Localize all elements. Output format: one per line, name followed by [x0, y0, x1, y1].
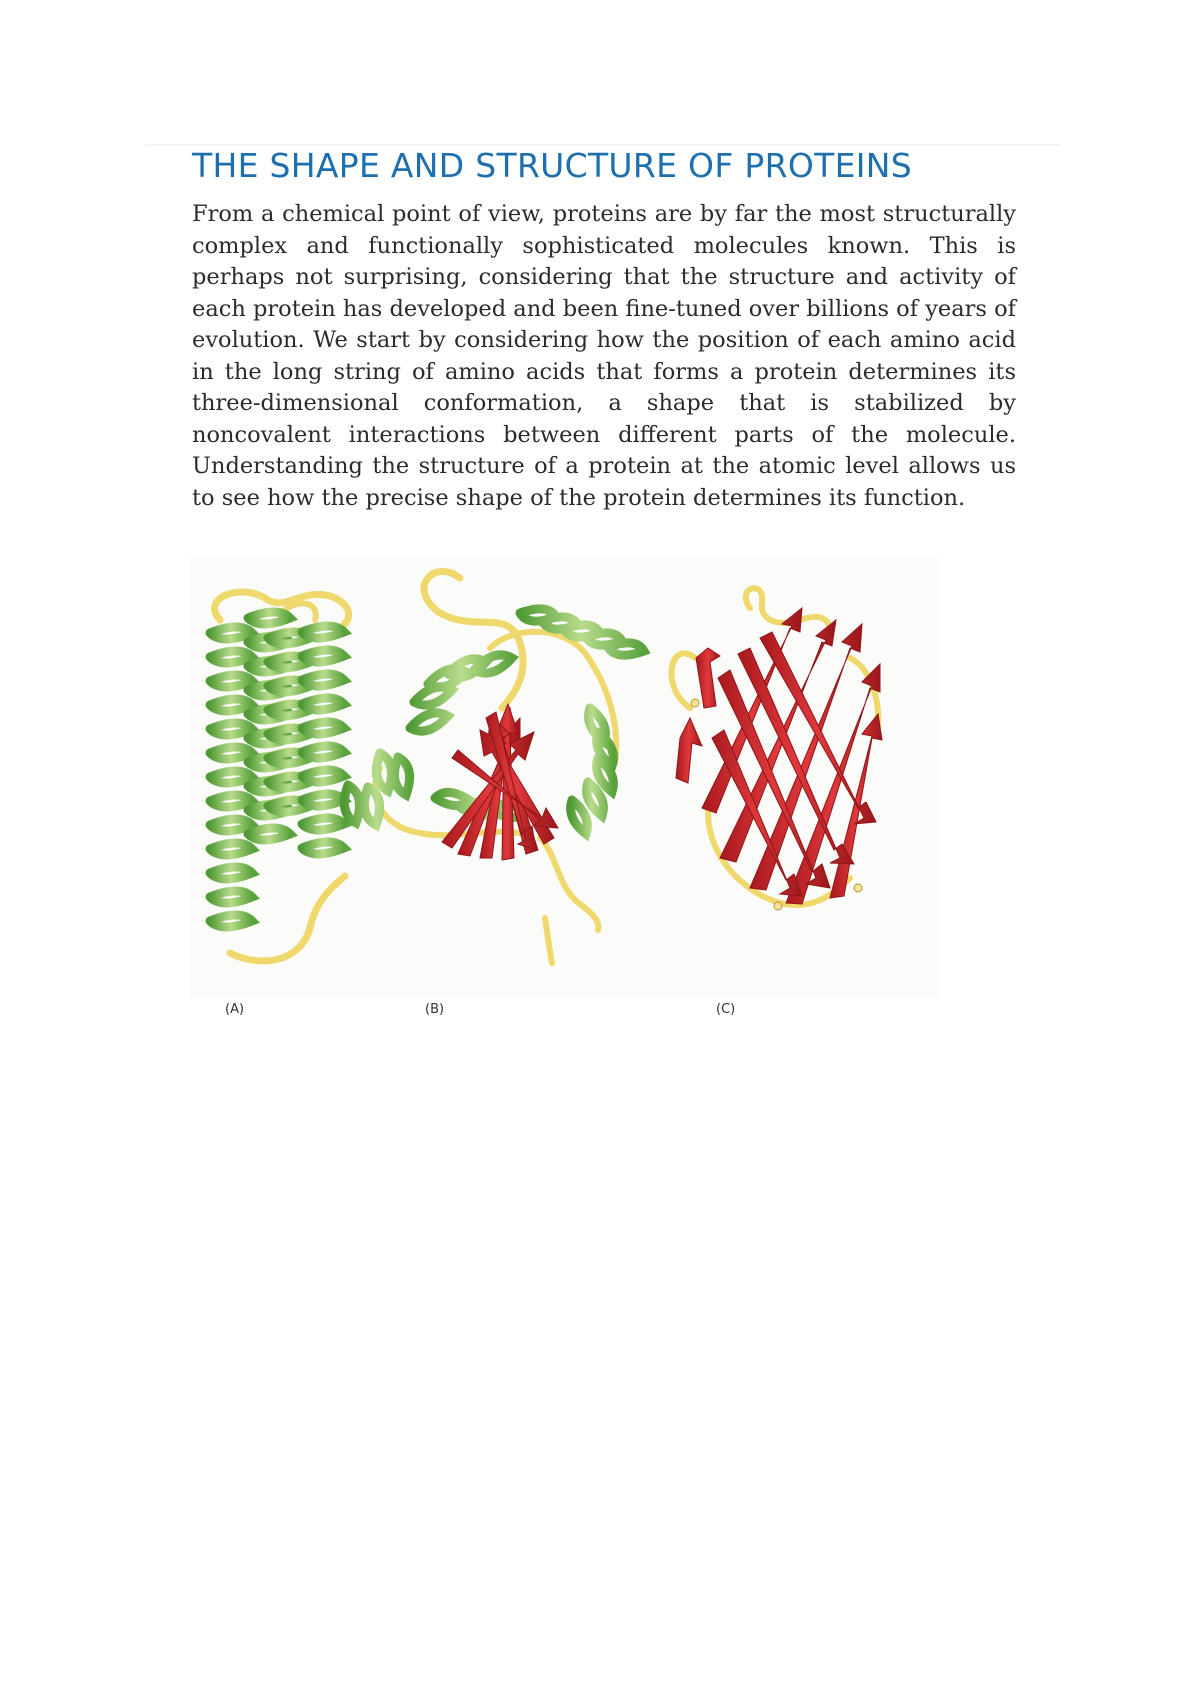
panel-b-alpha-beta-barrel — [344, 571, 644, 963]
protein-figure — [190, 558, 940, 998]
panel-a-label: (A) — [225, 1002, 245, 1017]
panel-b-label: (B) — [425, 1002, 445, 1017]
panel-c-beta-barrel — [671, 588, 882, 910]
protein-illustration — [190, 558, 940, 998]
panel-a-helix-bundle — [210, 592, 349, 961]
section-title: THE SHAPE AND STRUCTURE OF PROTEINS — [192, 146, 912, 185]
panel-c-label: (C) — [716, 1002, 736, 1017]
body-paragraph: From a chemical point of view, proteins are by far the most structurally complex and functionally sophisticated molecules known. This is perhaps not surprising, considering that the structure and activity of each protein has developed and been fine-tuned over billions of years of evolution. We start by considering how the position of each amino acid in the long string of amino acids that forms a protein determines its three-dimensional conformation, a shape that is stabilized by noncovalent interactions between different parts of the molecule. Understanding the structure of a protein at the atomic level allows us to see how the precise shape of the protein determines its function. — [192, 201, 1016, 511]
